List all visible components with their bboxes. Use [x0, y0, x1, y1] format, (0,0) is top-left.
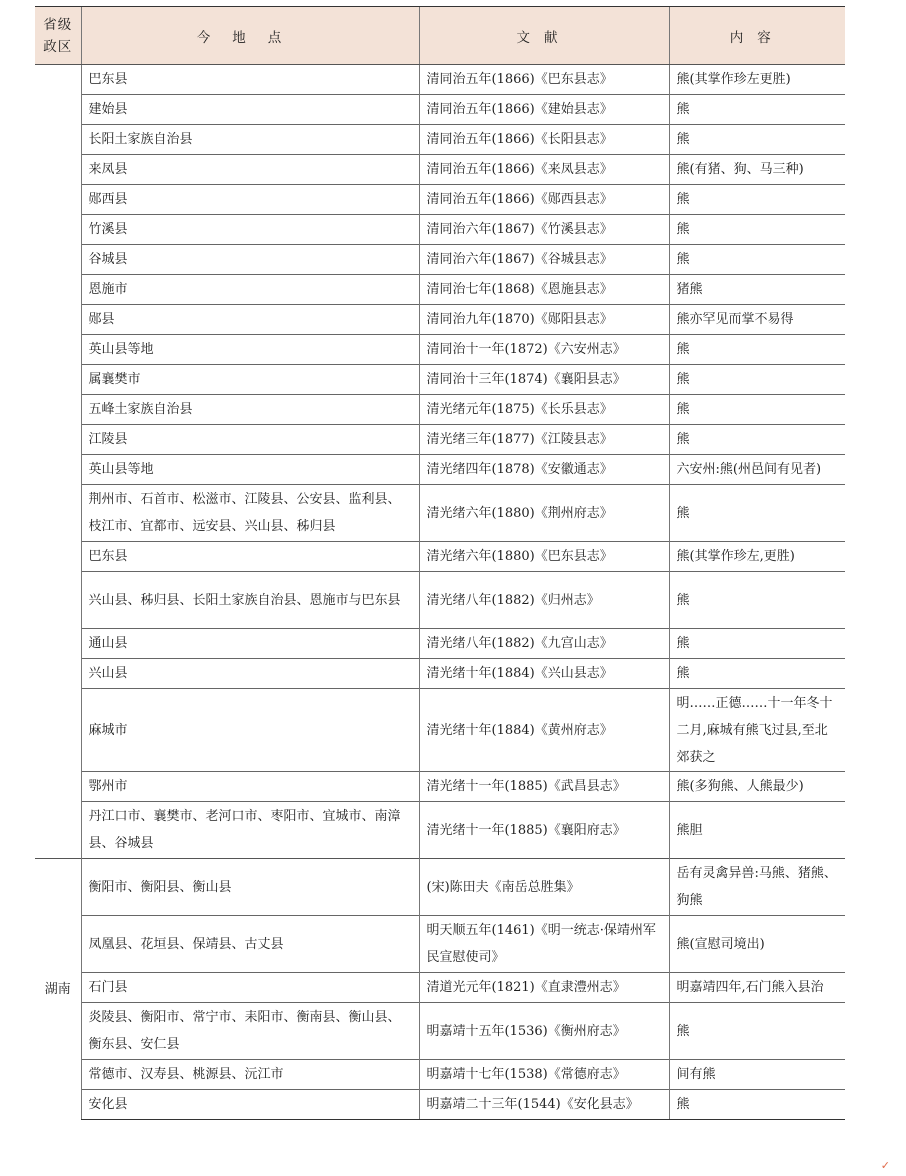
table-row — [35, 245, 845, 275]
place-cell: 郧县 — [81, 305, 419, 335]
content-cell: 熊(有猪、狗、马三种) — [669, 155, 845, 185]
table-row — [35, 365, 845, 395]
document-cell: (宋)陈田夫《南岳总胜集》 — [419, 859, 669, 916]
content-cell: 熊(多狗熊、人熊最少) — [669, 772, 845, 802]
document-cell: 清同治十一年(1872)《六安州志》 — [419, 335, 669, 365]
content-cell: 熊 — [669, 395, 845, 425]
place-cell: 江陵县 — [81, 425, 419, 455]
place-cell: 凤凰县、花垣县、保靖县、古丈县 — [81, 916, 419, 973]
place-cell: 五峰土家族自治县 — [81, 395, 419, 425]
place-cell: 建始县 — [81, 95, 419, 125]
document-cell: 明天顺五年(1461)《明一统志·保靖州军民宣慰使司》 — [419, 916, 669, 973]
document-cell: 明嘉靖十五年(1536)《衡州府志》 — [419, 1003, 669, 1060]
document-cell: 清光绪元年(1875)《长乐县志》 — [419, 395, 669, 425]
document-cell: 明嘉靖二十三年(1544)《安化县志》 — [419, 1090, 669, 1120]
content-cell: 熊(宣慰司境出) — [669, 916, 845, 973]
table-row — [35, 1060, 845, 1090]
table-row — [35, 305, 845, 335]
province-cell — [35, 65, 81, 859]
content-cell: 熊 — [669, 425, 845, 455]
place-cell: 谷城县 — [81, 245, 419, 275]
content-cell: 熊 — [669, 629, 845, 659]
content-cell: 明嘉靖四年,石门熊入县治 — [669, 973, 845, 1003]
table-row — [35, 125, 845, 155]
place-cell: 安化县 — [81, 1090, 419, 1120]
place-cell: 兴山县、秭归县、长阳土家族自治县、恩施市与巴东县 — [81, 572, 419, 629]
content-cell: 明……正德……十一年冬十二月,麻城有熊飞过县,至北郊获之 — [669, 689, 845, 772]
document-cell: 清同治五年(1866)《来凤县志》 — [419, 155, 669, 185]
place-cell: 巴东县 — [81, 65, 419, 95]
place-cell: 英山县等地 — [81, 455, 419, 485]
province-cell: 湖南 — [35, 859, 81, 1120]
table-row — [35, 629, 845, 659]
document-cell: 清光绪十一年(1885)《武昌县志》 — [419, 772, 669, 802]
content-cell: 六安州:熊(州邑间有见者) — [669, 455, 845, 485]
table-row — [35, 95, 845, 125]
content-cell: 熊 — [669, 215, 845, 245]
document-cell: 清同治七年(1868)《恩施县志》 — [419, 275, 669, 305]
document-cell: 明嘉靖十七年(1538)《常德府志》 — [419, 1060, 669, 1090]
content-cell: 熊 — [669, 659, 845, 689]
header-row — [35, 7, 845, 65]
table-row — [35, 275, 845, 305]
table-row — [35, 802, 845, 859]
table-row — [35, 1090, 845, 1120]
table-row — [35, 572, 845, 629]
place-cell: 通山县 — [81, 629, 419, 659]
document-cell: 清同治五年(1866)《郧西县志》 — [419, 185, 669, 215]
place-cell: 常德市、汉寿县、桃源县、沅江市 — [81, 1060, 419, 1090]
document-cell: 清同治五年(1866)《建始县志》 — [419, 95, 669, 125]
content-cell: 熊 — [669, 1090, 845, 1120]
content-cell: 熊(其掌作珍左更胜) — [669, 65, 845, 95]
document-cell: 清光绪四年(1878)《安徽通志》 — [419, 455, 669, 485]
content-cell: 熊 — [669, 1003, 845, 1060]
document-cell: 清同治九年(1870)《郧阳县志》 — [419, 305, 669, 335]
place-cell: 炎陵县、衡阳市、常宁市、耒阳市、衡南县、衡山县、衡东县、安仁县 — [81, 1003, 419, 1060]
content-cell: 熊 — [669, 335, 845, 365]
table-row — [35, 485, 845, 542]
place-cell: 荆州市、石首市、松滋市、江陵县、公安县、监利县、枝江市、宜都市、远安县、兴山县、秭归县 — [81, 485, 419, 542]
content-cell: 熊 — [669, 95, 845, 125]
place-cell: 兴山县 — [81, 659, 419, 689]
document-cell: 清同治六年(1867)《谷城县志》 — [419, 245, 669, 275]
document-cell: 清光绪八年(1882)《归州志》 — [419, 572, 669, 629]
table-row — [35, 155, 845, 185]
table-row — [35, 1003, 845, 1060]
place-cell: 鄂州市 — [81, 772, 419, 802]
place-cell: 衡阳市、衡阳县、衡山县 — [81, 859, 419, 916]
header-province: 省级 政区 — [35, 7, 81, 65]
records-table — [35, 6, 845, 1120]
place-cell: 长阳土家族自治县 — [81, 125, 419, 155]
table-row — [35, 772, 845, 802]
province-group-hubei — [35, 65, 845, 859]
place-cell: 来凤县 — [81, 155, 419, 185]
document-cell: 清光绪八年(1882)《九宫山志》 — [419, 629, 669, 659]
document-cell: 清光绪十一年(1885)《襄阳府志》 — [419, 802, 669, 859]
corner-check-mark: ✓ — [880, 1159, 890, 1172]
place-cell: 恩施市 — [81, 275, 419, 305]
document-cell: 清光绪三年(1877)《江陵县志》 — [419, 425, 669, 455]
table-row — [35, 335, 845, 365]
content-cell: 间有熊 — [669, 1060, 845, 1090]
table-row — [35, 659, 845, 689]
table-row — [35, 215, 845, 245]
table-row — [35, 916, 845, 973]
content-cell: 熊 — [669, 125, 845, 155]
content-cell: 岳有灵禽异兽:马熊、猪熊、狗熊 — [669, 859, 845, 916]
content-cell: 熊 — [669, 365, 845, 395]
table-row — [35, 395, 845, 425]
content-cell: 熊 — [669, 245, 845, 275]
content-cell: 熊亦罕见而掌不易得 — [669, 305, 845, 335]
document-cell: 清道光元年(1821)《直隶澧州志》 — [419, 973, 669, 1003]
content-cell: 熊 — [669, 185, 845, 215]
document-cell: 清同治十三年(1874)《襄阳县志》 — [419, 365, 669, 395]
place-cell: 麻城市 — [81, 689, 419, 772]
header-document: 文献 — [419, 7, 669, 65]
table-row — [35, 455, 845, 485]
document-cell: 清同治五年(1866)《巴东县志》 — [419, 65, 669, 95]
content-cell: 熊胆 — [669, 802, 845, 859]
header-content: 内容 — [669, 7, 845, 65]
document-cell: 清光绪六年(1880)《荆州府志》 — [419, 485, 669, 542]
place-cell: 竹溪县 — [81, 215, 419, 245]
table-row — [35, 425, 845, 455]
province-group-hunan — [35, 859, 845, 1120]
document-cell: 清光绪十年(1884)《黄州府志》 — [419, 689, 669, 772]
document-cell: 清同治五年(1866)《长阳县志》 — [419, 125, 669, 155]
place-cell: 巴东县 — [81, 542, 419, 572]
document-cell: 清同治六年(1867)《竹溪县志》 — [419, 215, 669, 245]
place-cell: 石门县 — [81, 973, 419, 1003]
document-cell: 清光绪十年(1884)《兴山县志》 — [419, 659, 669, 689]
content-cell: 熊 — [669, 572, 845, 629]
place-cell: 郧西县 — [81, 185, 419, 215]
table-row — [35, 542, 845, 572]
place-cell: 丹江口市、襄樊市、老河口市、枣阳市、宜城市、南漳县、谷城县 — [81, 802, 419, 859]
place-cell: 属襄樊市 — [81, 365, 419, 395]
table-row — [35, 65, 845, 95]
table-row — [35, 973, 845, 1003]
content-cell: 猪熊 — [669, 275, 845, 305]
table-row — [35, 859, 845, 916]
content-cell: 熊(其掌作珍左,更胜) — [669, 542, 845, 572]
place-cell: 英山县等地 — [81, 335, 419, 365]
content-cell: 熊 — [669, 485, 845, 542]
table-row — [35, 185, 845, 215]
document-cell: 清光绪六年(1880)《巴东县志》 — [419, 542, 669, 572]
table-row — [35, 689, 845, 772]
header-place: 今地点 — [81, 7, 419, 65]
